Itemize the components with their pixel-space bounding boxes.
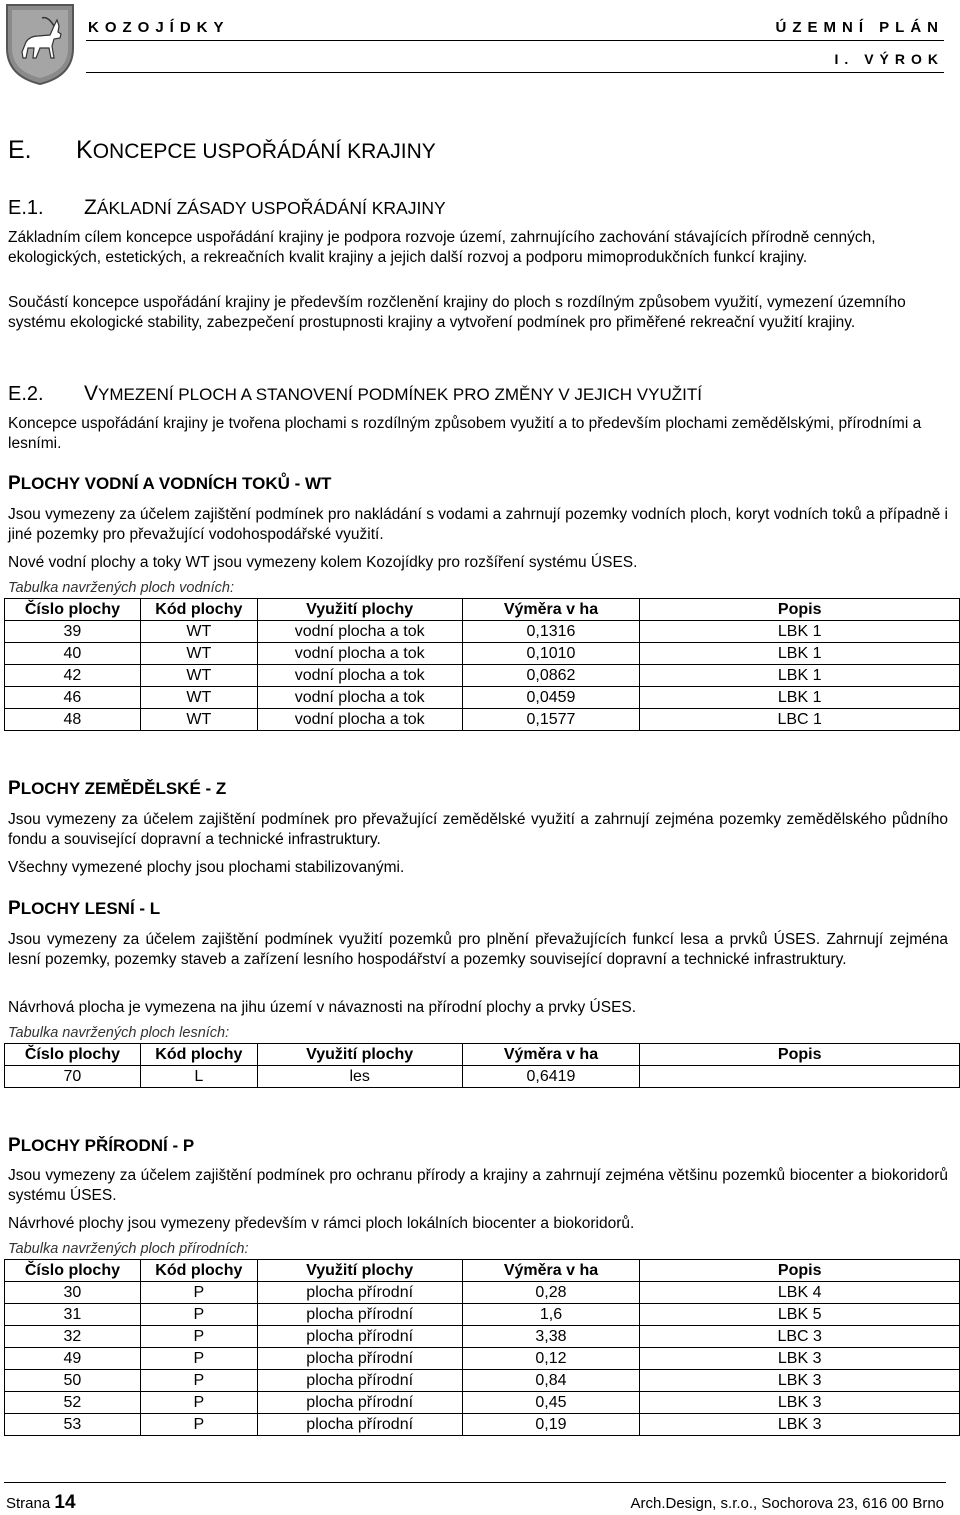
table-cell: LBK 3: [640, 1370, 960, 1392]
table-cell: LBK 1: [640, 687, 960, 709]
table-row: [5, 687, 960, 709]
table-row: [5, 643, 960, 665]
l-paragraph-2: Návrhová plocha je vymezena na jihu území v návaznosti na přírodní plochy a prvky ÚSES.: [8, 999, 637, 1016]
table-cell: vodní plocha a tok: [257, 621, 462, 643]
column-header: Výměra v ha: [462, 1260, 640, 1282]
header-divider-bottom: [86, 72, 944, 73]
column-header: Využití plochy: [257, 1260, 462, 1282]
l-table: [4, 1043, 960, 1088]
page-number: Strana 14: [6, 1492, 76, 1513]
table-cell: 53: [5, 1414, 141, 1436]
table-cell: 40: [5, 643, 141, 665]
table-cell: 70: [5, 1066, 141, 1088]
table-row: [5, 1414, 960, 1436]
table-row: [5, 1348, 960, 1370]
table-cell: 0,0459: [462, 687, 640, 709]
table-cell: 0,0862: [462, 665, 640, 687]
wt-paragraph-2: Nové vodní plochy a toky WT jsou vymezeny kolem Kozojídky pro rozšíření systému ÚSES.: [8, 554, 638, 571]
table-cell: vodní plocha a tok: [257, 643, 462, 665]
chapter-title-initial: K: [76, 136, 93, 164]
column-header: Popis: [640, 1044, 960, 1066]
table-cell: LBK 1: [640, 621, 960, 643]
table-row: [5, 1370, 960, 1392]
column-header: Kód plochy: [140, 1044, 257, 1066]
column-header: Kód plochy: [140, 599, 257, 621]
table-cell: LBK 1: [640, 643, 960, 665]
document-part: I. VÝROK: [834, 51, 944, 67]
table-cell: P: [140, 1326, 257, 1348]
table-cell: LBC 1: [640, 709, 960, 731]
p-table-caption: Tabulka navržených ploch přírodních:: [8, 1241, 249, 1257]
table-cell: 0,19: [462, 1414, 640, 1436]
column-header: Kód plochy: [140, 1260, 257, 1282]
table-cell: LBK 5: [640, 1304, 960, 1326]
z-paragraph-2: Všechny vymezené plochy jsou plochami stabilizovanými.: [8, 859, 405, 876]
section-e2-title-rest: YMEZENÍ PLOCH A STANOVENÍ PODMÍNEK PRO ZMĚNY V JEJICH VYUŽITÍ: [98, 385, 702, 404]
p-paragraph-2: Návrhové plochy jsou vymezeny především v rámci ploch lokálních biocenter a biokoridorů.: [8, 1215, 635, 1232]
table-cell: P: [140, 1370, 257, 1392]
table-cell: LBC 3: [640, 1326, 960, 1348]
table-cell: vodní plocha a tok: [257, 709, 462, 731]
p-paragraph-1: Jsou vymezeny za účelem zajištění podmínek pro ochranu přírody a krajiny a zahrnují zejména většinu pozemků biocenter a biokoridorů systému ÚSES.: [8, 1167, 948, 1204]
table-cell: 1,6: [462, 1304, 640, 1326]
p-table: [4, 1259, 960, 1436]
section-e1-initial: Z: [84, 196, 97, 219]
table-cell: LBK 1: [640, 665, 960, 687]
table-cell: plocha přírodní: [257, 1392, 462, 1414]
chapter-number: E.: [8, 136, 32, 164]
table-cell: P: [140, 1304, 257, 1326]
table-cell: plocha přírodní: [257, 1282, 462, 1304]
table-row: [5, 1282, 960, 1304]
table-cell: 30: [5, 1282, 141, 1304]
table-cell: 0,1316: [462, 621, 640, 643]
table-row: [5, 1066, 960, 1088]
table-cell: vodní plocha a tok: [257, 687, 462, 709]
table-cell: WT: [140, 709, 257, 731]
header-divider-top: [86, 40, 944, 41]
column-header: Výměra v ha: [462, 599, 640, 621]
table-cell: P: [140, 1348, 257, 1370]
table-cell: vodní plocha a tok: [257, 665, 462, 687]
municipality-name: KOZOJÍDKY: [88, 19, 230, 36]
table-header-row: [5, 1044, 960, 1066]
table-cell: plocha přírodní: [257, 1414, 462, 1436]
wt-heading: PLOCHY VODNÍ A VODNÍCH TOKŮ - WT: [8, 473, 332, 494]
section-e1-number: E.1.: [8, 197, 44, 219]
table-cell: 0,28: [462, 1282, 640, 1304]
chapter-title: [8, 136, 436, 165]
l-table-caption: Tabulka navržených ploch lesních:: [8, 1025, 230, 1041]
section-e1-title-rest: ÁKLADNÍ ZÁSADY USPOŘÁDÁNÍ KRAJINY: [96, 198, 446, 218]
author-address: Arch.Design, s.r.o., Sochorova 23, 616 00 Brno: [630, 1495, 944, 1512]
table-header-row: [5, 599, 960, 621]
table-cell: 0,84: [462, 1370, 640, 1392]
table-cell: 32: [5, 1326, 141, 1348]
table-cell: plocha přírodní: [257, 1304, 462, 1326]
section-e2-number: E.2.: [8, 383, 44, 405]
table-cell: WT: [140, 643, 257, 665]
page-header: [0, 0, 960, 90]
table-cell: LBK 4: [640, 1282, 960, 1304]
table-cell: LBK 3: [640, 1414, 960, 1436]
section-e2-paragraph: Koncepce uspořádání krajiny je tvořena plochami s rozdílným způsobem využití a to především plochami zemědělskými, přírodními a lesními.: [8, 415, 922, 452]
column-header: Číslo plochy: [5, 1260, 141, 1282]
table-row: [5, 621, 960, 643]
table-cell: 52: [5, 1392, 141, 1414]
table-cell: 49: [5, 1348, 141, 1370]
column-header: Popis: [640, 1260, 960, 1282]
table-cell: 46: [5, 687, 141, 709]
table-header-row: [5, 1260, 960, 1282]
section-e1-paragraph-1: Základním cílem koncepce uspořádání krajiny je podpora rozvoje území, zahrnujícího zachování stávajících přírodně cenných, ekologických, estetických, a rekreačních kvalit krajiny a jejich další rozvoj a podporu mimoprodukčních funkcí krajiny.: [8, 229, 876, 266]
section-e1-paragraph-2: Součástí koncepce uspořádání krajiny je především rozčlenění krajiny do ploch s rozdílným způsobem využití, vymezení územního systému ekologické stability, zabezpečení prostupnosti krajiny a vytvoření podmínek pro přiměřené rekreační využití krajiny.: [8, 294, 906, 331]
column-header: Výměra v ha: [462, 1044, 640, 1066]
column-header: Využití plochy: [257, 599, 462, 621]
wt-table: [4, 598, 960, 731]
table-cell: L: [140, 1066, 257, 1088]
table-cell: WT: [140, 687, 257, 709]
table-cell: 0,1010: [462, 643, 640, 665]
table-row: [5, 1304, 960, 1326]
table-cell: [640, 1066, 960, 1088]
table-row: [5, 1392, 960, 1414]
footer-divider: [4, 1482, 946, 1483]
table-cell: 50: [5, 1370, 141, 1392]
wt-table-caption: Tabulka navržených ploch vodních:: [8, 580, 234, 596]
table-cell: 42: [5, 665, 141, 687]
z-heading: PLOCHY ZEMĚDĚLSKÉ - Z: [8, 778, 227, 799]
section-e2-initial: V: [84, 382, 99, 405]
section-e2-title: [8, 382, 702, 406]
column-header: Využití plochy: [257, 1044, 462, 1066]
table-cell: 31: [5, 1304, 141, 1326]
column-header: Popis: [640, 599, 960, 621]
column-header: Číslo plochy: [5, 599, 141, 621]
table-cell: 0,45: [462, 1392, 640, 1414]
table-cell: LBK 3: [640, 1392, 960, 1414]
table-cell: LBK 3: [640, 1348, 960, 1370]
table-cell: plocha přírodní: [257, 1326, 462, 1348]
table-cell: 0,6419: [462, 1066, 640, 1088]
p-heading: PLOCHY PŘÍRODNÍ - P: [8, 1135, 195, 1156]
l-paragraph-1: Jsou vymezeny za účelem zajištění podmínek využití pozemků pro plnění převažujících funkcí lesa a prvků ÚSES. Zahrnují zejména lesní pozemky, pozemky staveb a zařízení lesního hospodářství a pozemky související dopravní a technické infrastruktury.: [8, 931, 948, 968]
table-cell: 0,1577: [462, 709, 640, 731]
table-cell: 0,12: [462, 1348, 640, 1370]
table-cell: P: [140, 1392, 257, 1414]
l-heading: PLOCHY LESNÍ - L: [8, 898, 161, 919]
table-cell: 48: [5, 709, 141, 731]
table-row: [5, 665, 960, 687]
table-cell: 39: [5, 621, 141, 643]
z-paragraph-1: Jsou vymezeny za účelem zajištění podmínek pro převažující zemědělské využití a zahrnují zejména pozemky zemědělského půdního fondu a související dopravní a technické infrastruktury.: [8, 811, 948, 848]
table-cell: WT: [140, 665, 257, 687]
table-cell: 3,38: [462, 1326, 640, 1348]
column-header: Číslo plochy: [5, 1044, 141, 1066]
table-cell: plocha přírodní: [257, 1348, 462, 1370]
wt-paragraph-1: Jsou vymezeny za účelem zajištění podmínek pro nakládání s vodami a zahrnují pozemky vodních ploch, koryt vodních toků a případně i jiné pozemky pro převažující vodohospodářské využití.: [8, 506, 948, 543]
chapter-title-rest: ONCEPCE USPOŘÁDÁNÍ KRAJINY: [92, 140, 436, 163]
table-cell: plocha přírodní: [257, 1370, 462, 1392]
table-cell: WT: [140, 621, 257, 643]
coat-of-arms-logo: [4, 2, 76, 86]
table-row: [5, 709, 960, 731]
document-type: ÚZEMNÍ PLÁN: [775, 19, 944, 36]
table-row: [5, 1326, 960, 1348]
table-cell: P: [140, 1282, 257, 1304]
section-e1-title: [8, 196, 446, 220]
table-cell: P: [140, 1414, 257, 1436]
table-cell: les: [257, 1066, 462, 1088]
